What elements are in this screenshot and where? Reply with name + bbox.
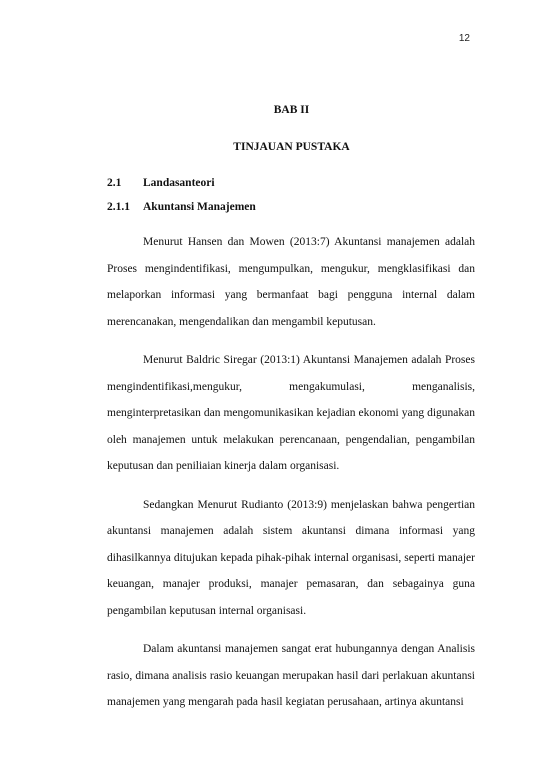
body-text <box>107 229 475 716</box>
subsection-title: Akuntansi Manajemen <box>143 201 256 213</box>
chapter-title: TINJAUAN PUSTAKA <box>233 141 350 153</box>
paragraph-hansen-mowen: Menurut Hansen dan Mowen (2013:7) Akuntansi manajemen adalah Proses mengindentifikasi, mengumpulkan, mengukur, mengklasifikasi dan melaporkan informasi yang bermanfaat bagi pengguna internal dalam merencanakan, mengendalikan dan mengambil keputusan. <box>107 236 475 328</box>
chapter-heading: BAB II <box>273 104 310 116</box>
section-title: Landasanteori <box>143 177 215 189</box>
paragraph-analisis-rasio: Dalam akuntansi manajemen sangat erat hubungannya dengan Analisis rasio, dimana analisis rasio keuangan merupakan hasil dari perlakuan akuntansi manajemen yang mengarah pada hasil kegiatan perusahaan, artinya akuntansi <box>107 643 475 708</box>
paragraph-baldric-siregar: Menurut Baldric Siregar (2013:1) Akuntansi Manajemen adalah Proses mengindentifikasi,mengukur, mengakumulasi, menganalisis, menginterpretasikan dan mengomunikasikan kejadian ekonomi yang digunakan oleh manajemen untuk melakukan perencanaan, pengendalian, pengambilan keputusan dan peniliaian kinerja dalam organisasi. <box>107 354 475 472</box>
subsection-heading-2-1-1 <box>107 201 256 213</box>
section-number: 2.1 <box>107 177 122 189</box>
page-number: 12 <box>458 33 470 44</box>
paragraph-rudianto: Sedangkan Menurut Rudianto (2013:9) menjelaskan bahwa pengertian akuntansi manajemen adalah sistem akuntansi dimana informasi yang dihasilkannya ditujukan kepada pihak-pihak internal organisasi, seperti manajer keuangan, manajer produksi, manajer pemasaran, dan sebagainya guna pengambilan keputusan internal organisasi. <box>107 498 475 617</box>
section-heading-2-1 <box>107 177 215 189</box>
subsection-number: 2.1.1 <box>107 201 130 213</box>
